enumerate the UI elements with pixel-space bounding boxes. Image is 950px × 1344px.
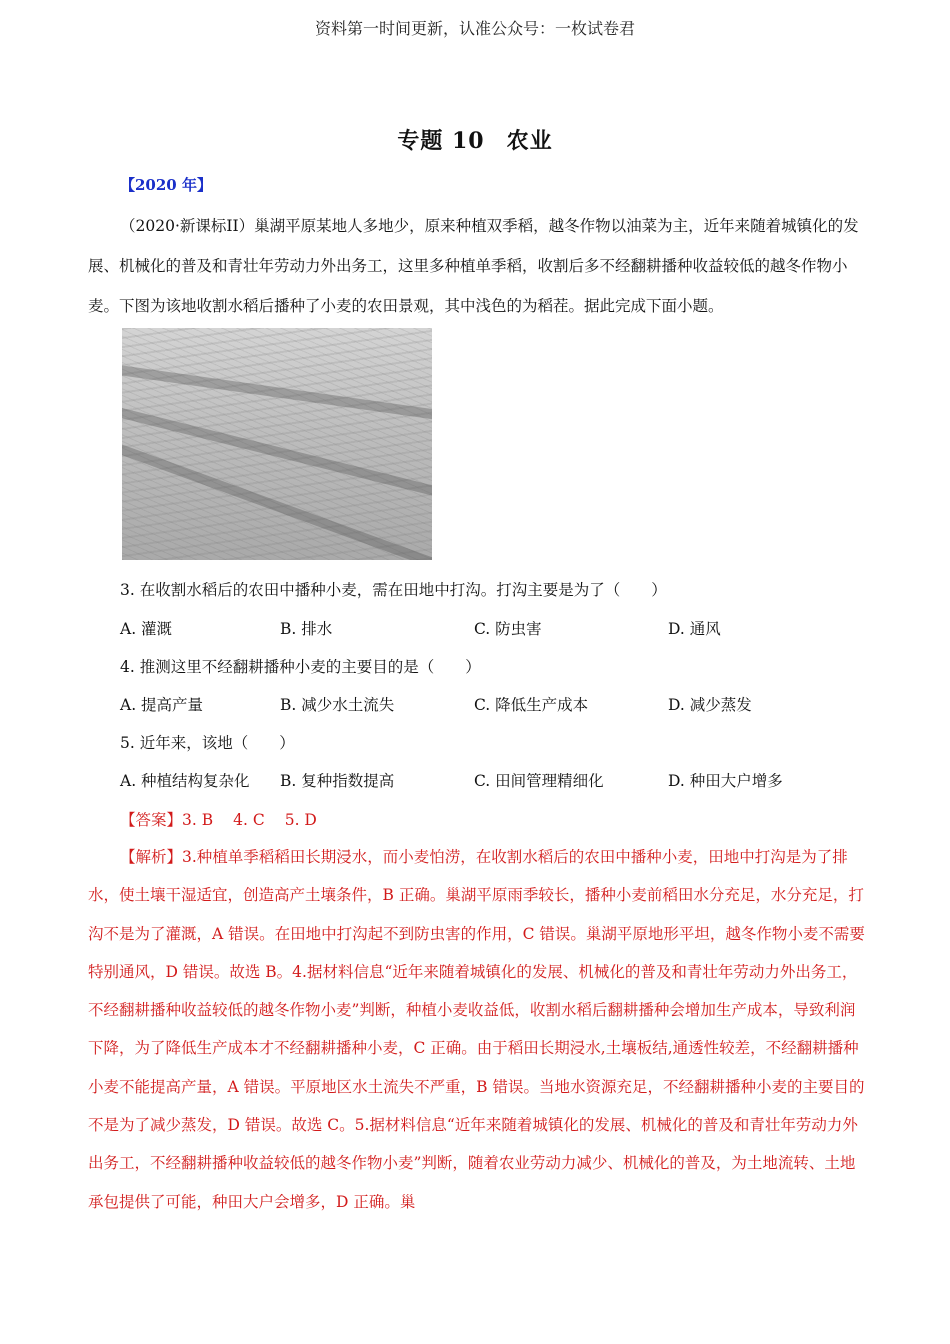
furrow-line: [122, 402, 432, 504]
page-title: [0, 124, 950, 155]
question-intro: （2020·新课标II）巢湖平原某地人多地少，原来种植双季稻，越冬作物以油菜为主，近年来随着城镇化的发展、机械化的普及和青壮年劳动力外出务工，这里多种植单季稻，收割后多不经翻耕播种收益较低的越冬作物小麦。下图为该地收割水稻后播种了小麦的农田景观，其中浅色的为稻茬。据此完成下面小题。: [88, 217, 859, 315]
q3-option-c: C. 防虫害: [474, 620, 542, 638]
q5-option-b: B. 复种指数提高: [280, 772, 395, 790]
q3-option-d: D. 通风: [668, 620, 721, 638]
title-topic-name: 农业: [506, 128, 553, 154]
furrow-line: [122, 363, 432, 423]
q4-option-b: B. 减少水土流失: [280, 696, 395, 714]
question-4-stem: 4. 推测这里不经翻耕播种小麦的主要目的是（ ）: [120, 658, 481, 676]
q3-option-a: A. 灌溉: [120, 620, 173, 638]
watermark-header: 资料第一时间更新，认准公众号：一枚试卷君: [314, 19, 635, 38]
q3-option-b: B. 排水: [280, 620, 333, 638]
answer-value: 4. C: [233, 811, 265, 829]
q5-option-c: C. 田间管理精细化: [474, 772, 604, 790]
question-5-stem: 5. 近年来，该地（ ）: [120, 734, 295, 752]
analysis-paragraph: 【解析】3.种植单季稻稻田长期浸水，而小麦怕涝，在收割水稻后的农田中播种小麦，田地中打沟是为了排水，使土壤干湿适宜，创造高产土壤条件，B 正确。巢湖平原雨季较长，播种小麦前稻田水分充足，水分充足，打沟不是为了灌溉，A 错误。在田地中打沟起不到防虫害的作用，C 错误。巢湖平原地形平坦，越冬作物小麦不需要特别通风，D 错误。故选 B。4.据材料信息“近年来随着城镇化的发展、机械化的普及和青壮年劳动力外出务工，不经翻耕播种收益较低的越冬作物小麦”判断，种植小麦收益低，收割水稻后翻耕播种会增加生产成本，导致利润下降，为了降低生产成本才不经翻耕播种小麦，C 正确。由于稻田长期浸水,土壤板结,通透性较差，不经翻耕播种小麦不能提高产量，A 错误。平原地区水土流失不严重，B 错误。当地水资源充足，不经翻耕播种小麦的主要目的不是为了减少蒸发，D 错误。故选 C。5.据材料信息“近年来随着城镇化的发展、机械化的普及和青壮年劳动力外出务工，不经翻耕播种收益较低的越冬作物小麦”判断，随着农业劳动力减少、机械化的普及，为土地流转、土地承包提供了可能，种田大户会增多，D 正确。巢: [88, 848, 865, 1211]
title-topic-number: 专题 10: [397, 128, 485, 154]
farmland-photo: [122, 328, 432, 560]
year-tag: 【2020 年】: [120, 176, 212, 194]
answer-value: 3. B: [182, 811, 214, 829]
q4-option-a: A. 提高产量: [120, 696, 204, 714]
q4-option-c: C. 降低生产成本: [474, 696, 589, 714]
question-3-stem: 3. 在收割水稻后的农田中播种小麦，需在田地中打沟。打沟主要是为了（ ）: [120, 581, 667, 599]
q4-option-d: D. 减少蒸发: [668, 696, 752, 714]
answer-line: [120, 808, 337, 830]
answer-label: 【答案】: [120, 811, 183, 829]
q5-option-a: A. 种植结构复杂化: [120, 772, 250, 790]
q5-option-d: D. 种田大户增多: [668, 772, 783, 790]
answer-value: 5. D: [284, 811, 317, 829]
